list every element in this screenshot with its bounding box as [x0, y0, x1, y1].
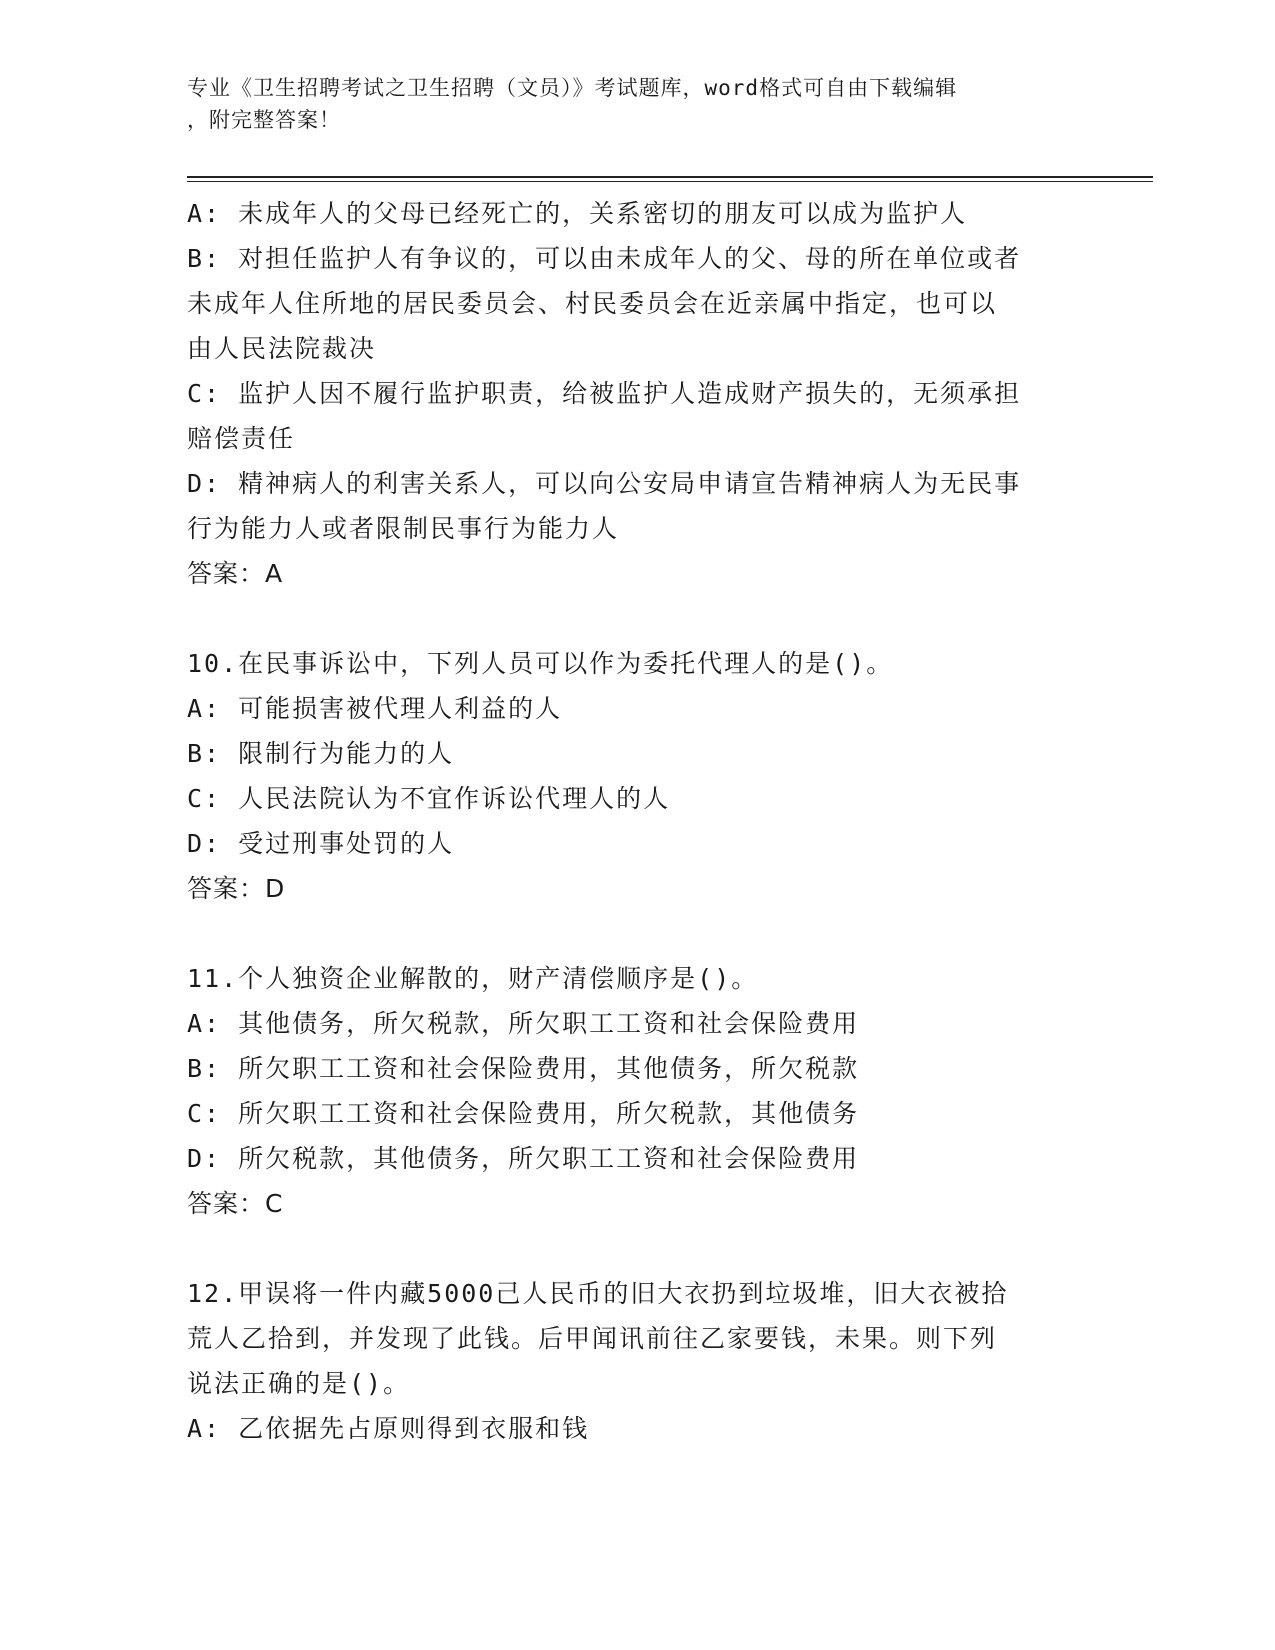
option-c-cont: 赔偿责任 — [187, 424, 296, 453]
question-10 — [187, 641, 1087, 911]
spacer — [187, 596, 1087, 641]
header-line-1: 专业《卫生招聘考试之卫生招聘（文员）》考试题库，word格式可自由下载编辑 — [187, 76, 958, 100]
option-a: A: 可能损害被代理人利益的人 — [187, 694, 563, 723]
question-12 — [187, 1271, 1087, 1451]
option-d: D: 精神病人的利害关系人，可以向公安局申请宣告精神病人为无民事 — [187, 469, 1022, 498]
question-text-cont: 说法正确的是()。 — [187, 1369, 411, 1398]
header-rule-thin — [187, 181, 1153, 182]
answer: 答案：A — [187, 559, 284, 588]
question-text: 11.个人独资企业解散的，财产清偿顺序是()。 — [187, 964, 759, 993]
question-text: 12.甲误将一件内藏5000己人民币的旧大衣扔到垃圾堆，旧大衣被拾 — [187, 1279, 1009, 1308]
question-text-cont: 荒人乙拾到，并发现了此钱。后甲闻讯前往乙家要钱，未果。则下列 — [187, 1324, 998, 1353]
question-9 — [187, 191, 1087, 596]
question-11 — [187, 956, 1087, 1226]
option-b: B: 所欠职工工资和社会保险费用，其他债务，所欠税款 — [187, 1054, 860, 1083]
option-d: D: 受过刑事处罚的人 — [187, 829, 455, 858]
option-a: A: 未成年人的父母已经死亡的，关系密切的朋友可以成为监护人 — [187, 199, 968, 228]
option-b: B: 限制行为能力的人 — [187, 739, 455, 768]
option-d: D: 所欠税款，其他债务，所欠职工工资和社会保险费用 — [187, 1144, 860, 1173]
answer: 答案：C — [187, 1189, 284, 1218]
option-b: B: 对担任监护人有争议的，可以由未成年人的父、母的所在单位或者 — [187, 244, 1022, 273]
option-a: A: 乙依据先占原则得到衣服和钱 — [187, 1414, 590, 1443]
option-b-cont: 由人民法院裁决 — [187, 334, 377, 363]
header-line-2: ，附完整答案！ — [187, 108, 341, 132]
document-header — [187, 72, 1067, 136]
option-a: A: 其他债务，所欠税款，所欠职工工资和社会保险费用 — [187, 1009, 860, 1038]
option-b-cont: 未成年人住所地的居民委员会、村民委员会在近亲属中指定，也可以 — [187, 289, 998, 318]
option-c: C: 监护人因不履行监护职责，给被监护人造成财产损失的，无须承担 — [187, 379, 1022, 408]
option-d-cont: 行为能力人或者限制民事行为能力人 — [187, 514, 620, 543]
spacer — [187, 1226, 1087, 1271]
spacer — [187, 911, 1087, 956]
option-c: C: 人民法院认为不宜作诉讼代理人的人 — [187, 784, 671, 813]
header-rule-thick — [187, 176, 1153, 178]
question-list — [187, 191, 1087, 1451]
option-c: C: 所欠职工工资和社会保险费用，所欠税款，其他债务 — [187, 1099, 860, 1128]
answer: 答案：D — [187, 874, 286, 903]
question-text: 10.在民事诉讼中，下列人员可以作为委托代理人的是()。 — [187, 649, 894, 678]
